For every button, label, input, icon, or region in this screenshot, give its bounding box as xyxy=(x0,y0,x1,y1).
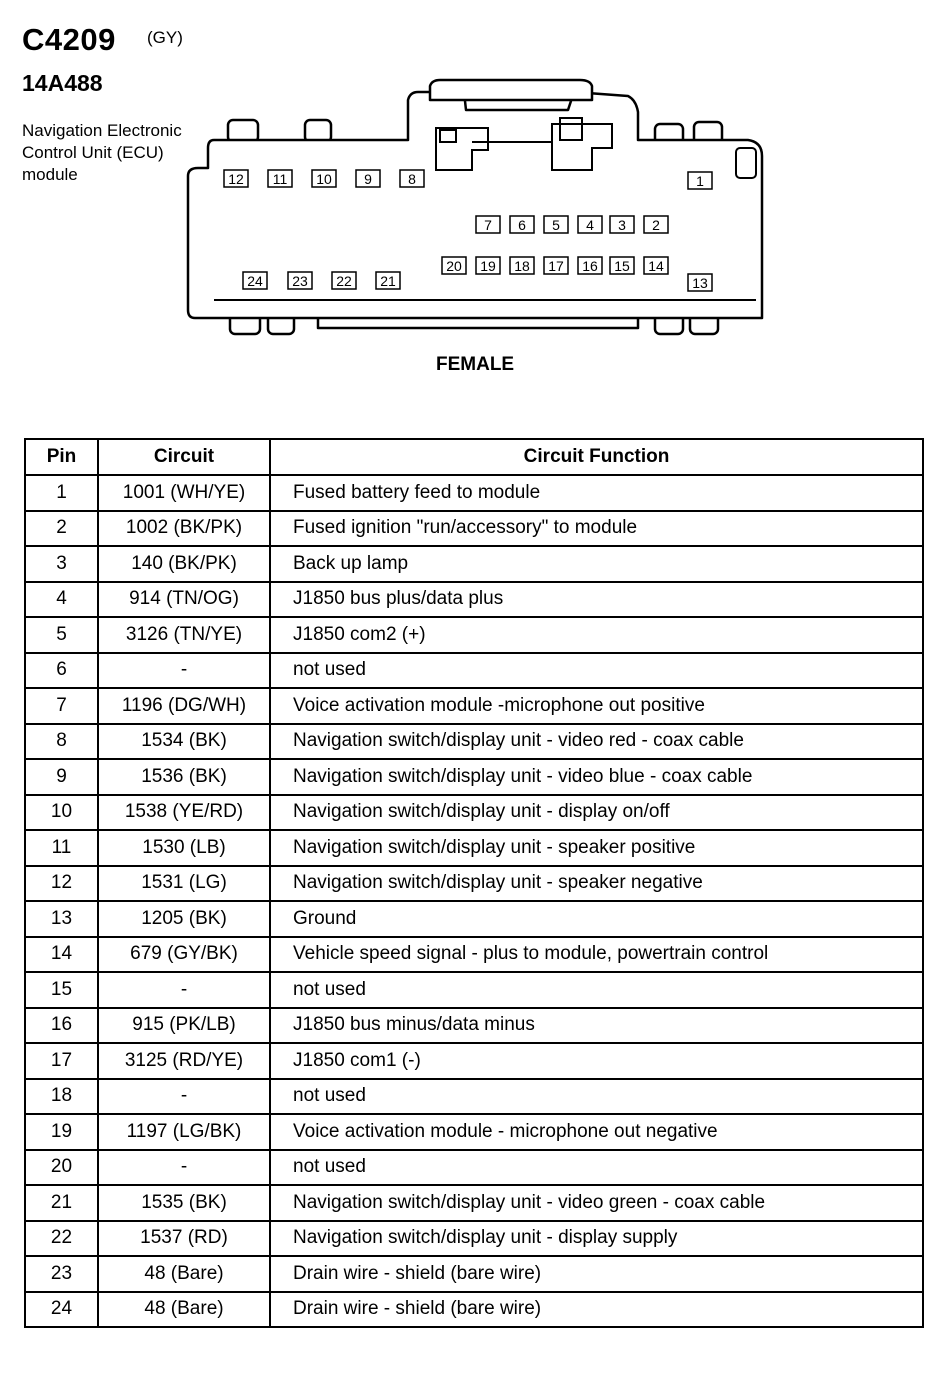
cavity-label-23: 23 xyxy=(292,273,308,289)
module-description-line: Control Unit (ECU) xyxy=(22,143,164,162)
circuit-cell: 1531 (LG) xyxy=(98,866,270,902)
circuit-cell: - xyxy=(98,653,270,689)
table-row xyxy=(25,653,923,689)
function-cell: not used xyxy=(270,972,923,1008)
cavity-label-9: 9 xyxy=(364,171,372,187)
cavity-9 xyxy=(356,170,380,187)
table-row xyxy=(25,866,923,902)
cavity-14 xyxy=(644,257,668,274)
function-cell: not used xyxy=(270,1150,923,1186)
cavity-label-21: 21 xyxy=(380,273,396,289)
table-row xyxy=(25,795,923,831)
circuit-cell: 1535 (BK) xyxy=(98,1185,270,1221)
cavity-6 xyxy=(510,216,534,233)
part-number: 14A488 xyxy=(22,70,103,96)
function-cell: Drain wire - shield (bare wire) xyxy=(270,1256,923,1292)
table-row xyxy=(25,937,923,973)
function-cell: Voice activation module -microphone out positive xyxy=(270,688,923,724)
connector-id: C4209 xyxy=(22,22,116,57)
function-cell: Fused ignition "run/accessory" to module xyxy=(270,511,923,547)
circuit-cell: 1530 (LB) xyxy=(98,830,270,866)
cavity-16 xyxy=(578,257,602,274)
pin-cell: 12 xyxy=(25,866,98,902)
pin-cell: 9 xyxy=(25,759,98,795)
circuit-cell: 1537 (RD) xyxy=(98,1221,270,1257)
cavity-label-16: 16 xyxy=(582,258,598,274)
circuit-cell: - xyxy=(98,972,270,1008)
table-row xyxy=(25,617,923,653)
header-pin: Pin xyxy=(25,439,98,475)
circuit-cell: 48 (Bare) xyxy=(98,1256,270,1292)
cavity-22 xyxy=(332,272,356,289)
cavity-label-14: 14 xyxy=(648,258,664,274)
circuit-cell: 1002 (BK/PK) xyxy=(98,511,270,547)
cavity-15 xyxy=(610,257,634,274)
pin-cell: 10 xyxy=(25,795,98,831)
cavity-label-3: 3 xyxy=(618,217,626,233)
circuit-cell: 1196 (DG/WH) xyxy=(98,688,270,724)
function-cell: Vehicle speed signal - plus to module, powertrain control xyxy=(270,937,923,973)
function-cell: Voice activation module - microphone out negative xyxy=(270,1114,923,1150)
cavity-5 xyxy=(544,216,568,233)
cavity-23 xyxy=(288,272,312,289)
cavity-label-18: 18 xyxy=(514,258,530,274)
pin-cell: 13 xyxy=(25,901,98,937)
circuit-cell: 1538 (YE/RD) xyxy=(98,795,270,831)
cavity-label-8: 8 xyxy=(408,171,416,187)
table-row xyxy=(25,1221,923,1257)
pin-cell: 3 xyxy=(25,546,98,582)
function-cell: Back up lamp xyxy=(270,546,923,582)
pin-cell: 14 xyxy=(25,937,98,973)
function-cell: J1850 bus minus/data minus xyxy=(270,1008,923,1044)
pin-cell: 22 xyxy=(25,1221,98,1257)
cavity-11 xyxy=(268,170,292,187)
cavity-label-22: 22 xyxy=(336,273,352,289)
cavity-10 xyxy=(312,170,336,187)
cavity-label-15: 15 xyxy=(614,258,630,274)
table-row xyxy=(25,1292,923,1328)
cavity-3 xyxy=(610,216,634,233)
function-cell: Navigation switch/display unit - video green - coax cable xyxy=(270,1185,923,1221)
function-cell: Ground xyxy=(270,901,923,937)
circuit-cell: 914 (TN/OG) xyxy=(98,582,270,618)
cavity-17 xyxy=(544,257,568,274)
pin-table-body xyxy=(25,475,923,1327)
function-cell: Navigation switch/display unit - video blue - coax cable xyxy=(270,759,923,795)
pin-cell: 7 xyxy=(25,688,98,724)
cavity-label-6: 6 xyxy=(518,217,526,233)
table-row xyxy=(25,759,923,795)
cavity-label-2: 2 xyxy=(652,217,660,233)
pin-cell: 17 xyxy=(25,1043,98,1079)
cavity-21 xyxy=(376,272,400,289)
circuit-cell: 915 (PK/LB) xyxy=(98,1008,270,1044)
pin-cell: 2 xyxy=(25,511,98,547)
module-description-line: module xyxy=(22,165,78,184)
circuit-cell: 1534 (BK) xyxy=(98,724,270,760)
pin-cell: 20 xyxy=(25,1150,98,1186)
pin-cell: 18 xyxy=(25,1079,98,1115)
pin-cell: 21 xyxy=(25,1185,98,1221)
table-row xyxy=(25,582,923,618)
circuit-cell: 1001 (WH/YE) xyxy=(98,475,270,511)
table-row xyxy=(25,1150,923,1186)
function-cell: Fused battery feed to module xyxy=(270,475,923,511)
cavity-label-24: 24 xyxy=(247,273,263,289)
pin-cell: 11 xyxy=(25,830,98,866)
table-row xyxy=(25,1256,923,1292)
function-cell: Navigation switch/display unit - speaker negative xyxy=(270,866,923,902)
table-row xyxy=(25,1185,923,1221)
table-row xyxy=(25,1114,923,1150)
table-row xyxy=(25,830,923,866)
function-cell: Drain wire - shield (bare wire) xyxy=(270,1292,923,1328)
circuit-cell: 1536 (BK) xyxy=(98,759,270,795)
module-description-line: Navigation Electronic xyxy=(22,121,182,140)
function-cell: Navigation switch/display unit - display supply xyxy=(270,1221,923,1257)
circuit-cell: - xyxy=(98,1079,270,1115)
function-cell: not used xyxy=(270,653,923,689)
function-cell: Navigation switch/display unit - display on/off xyxy=(270,795,923,831)
pin-cell: 6 xyxy=(25,653,98,689)
table-row xyxy=(25,972,923,1008)
pin-cell: 5 xyxy=(25,617,98,653)
pin-cell: 8 xyxy=(25,724,98,760)
table-row xyxy=(25,688,923,724)
cavity-label-10: 10 xyxy=(316,171,332,187)
cavity-12 xyxy=(224,170,248,187)
circuit-cell: 48 (Bare) xyxy=(98,1292,270,1328)
cavity-19 xyxy=(476,257,500,274)
cavity-4 xyxy=(578,216,602,233)
function-cell: J1850 bus plus/data plus xyxy=(270,582,923,618)
cavity-7 xyxy=(476,216,500,233)
function-cell: J1850 com2 (+) xyxy=(270,617,923,653)
table-row xyxy=(25,901,923,937)
table-row xyxy=(25,1043,923,1079)
cavity-2 xyxy=(644,216,668,233)
cavity-label-7: 7 xyxy=(484,217,492,233)
cavity-label-5: 5 xyxy=(552,217,560,233)
connector-gender-label: FEMALE xyxy=(436,354,515,375)
cavity-label-17: 17 xyxy=(548,258,564,274)
circuit-cell: 3125 (RD/YE) xyxy=(98,1043,270,1079)
table-row xyxy=(25,1008,923,1044)
connector-color: (GY) xyxy=(147,28,183,47)
cavity-8 xyxy=(400,170,424,187)
header-circuit: Circuit xyxy=(98,439,270,475)
cavity-1 xyxy=(688,172,712,189)
cavity-label-12: 12 xyxy=(228,171,244,187)
table-header-row xyxy=(25,439,923,475)
cavity-label-20: 20 xyxy=(446,258,462,274)
pin-cell: 15 xyxy=(25,972,98,1008)
pin-cell: 24 xyxy=(25,1292,98,1328)
function-cell: Navigation switch/display unit - video red - coax cable xyxy=(270,724,923,760)
cavity-18 xyxy=(510,257,534,274)
connector-outline xyxy=(188,80,762,334)
cavity-13 xyxy=(688,274,712,291)
cavity-20 xyxy=(442,257,466,274)
circuit-cell: 679 (GY/BK) xyxy=(98,937,270,973)
connector-diagram xyxy=(0,0,934,350)
pin-cell: 23 xyxy=(25,1256,98,1292)
function-cell: J1850 com1 (-) xyxy=(270,1043,923,1079)
cavity-label-19: 19 xyxy=(480,258,496,274)
circuit-cell: 1205 (BK) xyxy=(98,901,270,937)
function-cell: Navigation switch/display unit - speaker positive xyxy=(270,830,923,866)
table-row xyxy=(25,724,923,760)
function-cell: not used xyxy=(270,1079,923,1115)
table-row xyxy=(25,511,923,547)
circuit-cell: 3126 (TN/YE) xyxy=(98,617,270,653)
pin-cell: 16 xyxy=(25,1008,98,1044)
pin-cell: 19 xyxy=(25,1114,98,1150)
cavity-label-11: 11 xyxy=(272,171,288,187)
cavity-24 xyxy=(243,272,267,289)
pin-cell: 1 xyxy=(25,475,98,511)
header-circuit-function: Circuit Function xyxy=(270,439,923,475)
circuit-cell: - xyxy=(98,1150,270,1186)
pin-table xyxy=(24,438,924,1328)
cavity-label-13: 13 xyxy=(692,275,708,291)
cavity-label-4: 4 xyxy=(586,217,594,233)
cavity-label-1: 1 xyxy=(696,173,704,189)
table-row xyxy=(25,546,923,582)
pin-cell: 4 xyxy=(25,582,98,618)
circuit-cell: 1197 (LG/BK) xyxy=(98,1114,270,1150)
table-row xyxy=(25,1079,923,1115)
circuit-cell: 140 (BK/PK) xyxy=(98,546,270,582)
table-row xyxy=(25,475,923,511)
